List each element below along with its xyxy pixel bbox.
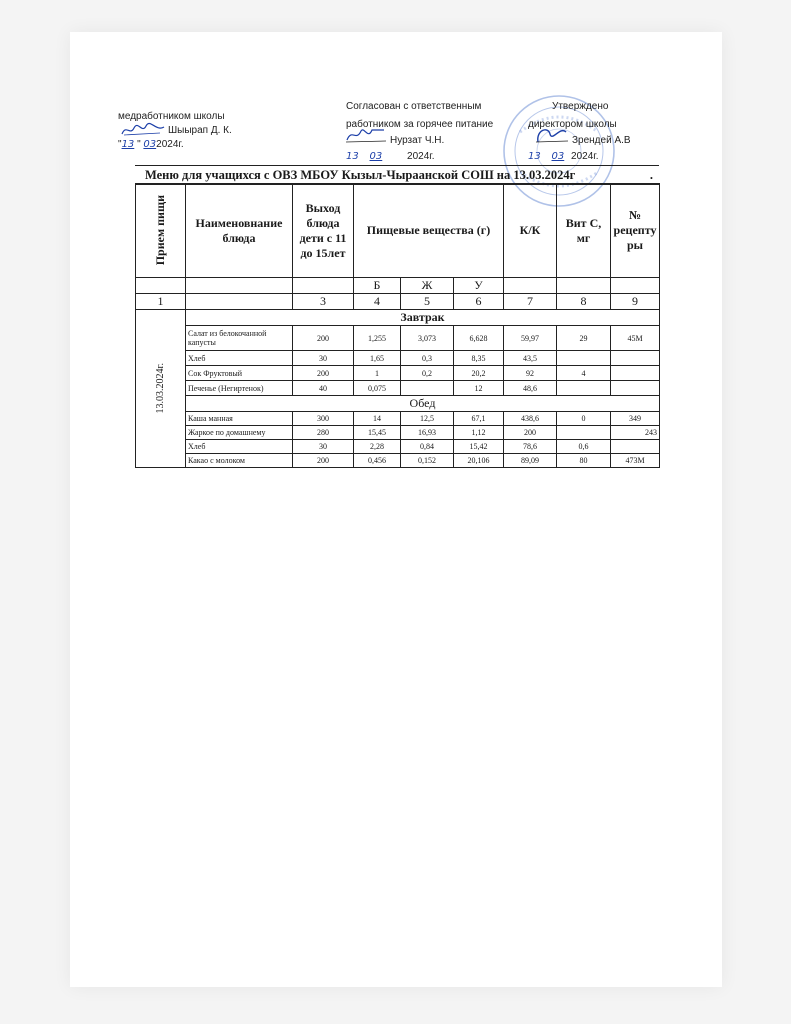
table-row: Сок Фруктовый 200 1 0,2 20,2 92 4 xyxy=(136,366,660,381)
col-nutrients-header: Пищевые вещества (г) xyxy=(354,184,504,278)
header-middle-line1: Согласован с ответственным xyxy=(346,101,482,112)
breakfast-label: Завтрак xyxy=(186,310,660,326)
table-row: Каша манная 300 14 12,5 67,1 438,6 0 349 xyxy=(136,412,660,426)
header-right-year: 2024г. xyxy=(571,151,599,162)
table-row: Жаркое по домашнему 280 15,45 16,93 1,12 200 243 xyxy=(136,426,660,440)
header-middle-year: 2024г. xyxy=(407,151,435,162)
header-right-line2: директором школы xyxy=(528,119,617,130)
col-vitc-header: Вит С, мг xyxy=(557,184,611,278)
header-row xyxy=(136,184,660,278)
sub-zh: Ж xyxy=(401,278,454,294)
header-right-name: Зрендей А.В xyxy=(572,135,631,146)
signature-left xyxy=(120,122,166,138)
table-row: Какао с молоком 200 0,456 0,152 20,106 89,09 80 473М xyxy=(136,454,660,468)
header-middle-line2: работником за горячее питание xyxy=(346,119,494,130)
lunch-label: Обед xyxy=(186,396,660,412)
col-recipe-header: № рецепту ры xyxy=(611,184,660,278)
header-left-day: 13 xyxy=(121,139,135,150)
header-right-block xyxy=(528,100,631,164)
header-middle-day: 13 xyxy=(346,151,359,162)
subheader-row xyxy=(136,278,660,294)
header-middle-month: 03 xyxy=(369,151,383,162)
signature-right xyxy=(534,124,570,146)
table-title: Меню для учащихся с ОВЗ МБОУ Кызыл-Чыраанской СОШ на 13.03.2024г . xyxy=(135,165,659,185)
table-row: Салат из белокочанной капусты 200 1,255 3,073 6,628 59,97 29 45М xyxy=(136,326,660,351)
table-row: Хлеб 30 2,28 0,84 15,42 78,6 0,6 xyxy=(136,440,660,454)
header-left-title: медработником школы xyxy=(118,111,225,122)
header-right-line1: Утверждено xyxy=(552,101,609,112)
sub-b: Б xyxy=(354,278,401,294)
breakfast-section-row xyxy=(136,310,660,326)
col-kcal-header: К/К xyxy=(504,184,557,278)
header-left-block: медработником школы Шыырап Д. К. "13 " 032024г. xyxy=(118,111,232,150)
header-left-year: 2024г. xyxy=(156,139,184,150)
header-right-month: 03 xyxy=(551,151,565,162)
table-row: Хлеб 30 1,65 0,3 8,35 43,5 xyxy=(136,351,660,366)
header-left-name: Шыырап Д. К. xyxy=(168,125,232,136)
signature-middle xyxy=(344,126,388,146)
header-left-month: 03 xyxy=(143,139,157,150)
menu-grid xyxy=(135,183,660,468)
lunch-section-row xyxy=(136,396,660,412)
date-cell: 13.03.2024г. xyxy=(136,310,186,468)
col-dish-header: Наименовнание блюда xyxy=(186,184,293,278)
col-portion-header: Выход блюда дети с 11 до 15лет xyxy=(293,184,354,278)
sub-u: У xyxy=(454,278,504,294)
header-middle-block xyxy=(346,100,493,164)
column-number-row: 1 3 4 5 6 7 8 9 xyxy=(136,294,660,310)
col-meal-header: Прием пищи xyxy=(136,184,186,278)
table-row: Печенье (Негиртенок) 40 0,075 12 48,6 xyxy=(136,381,660,396)
header-right-day: 13 xyxy=(528,151,541,162)
header-middle-name: Нурзат Ч.Н. xyxy=(390,135,445,146)
